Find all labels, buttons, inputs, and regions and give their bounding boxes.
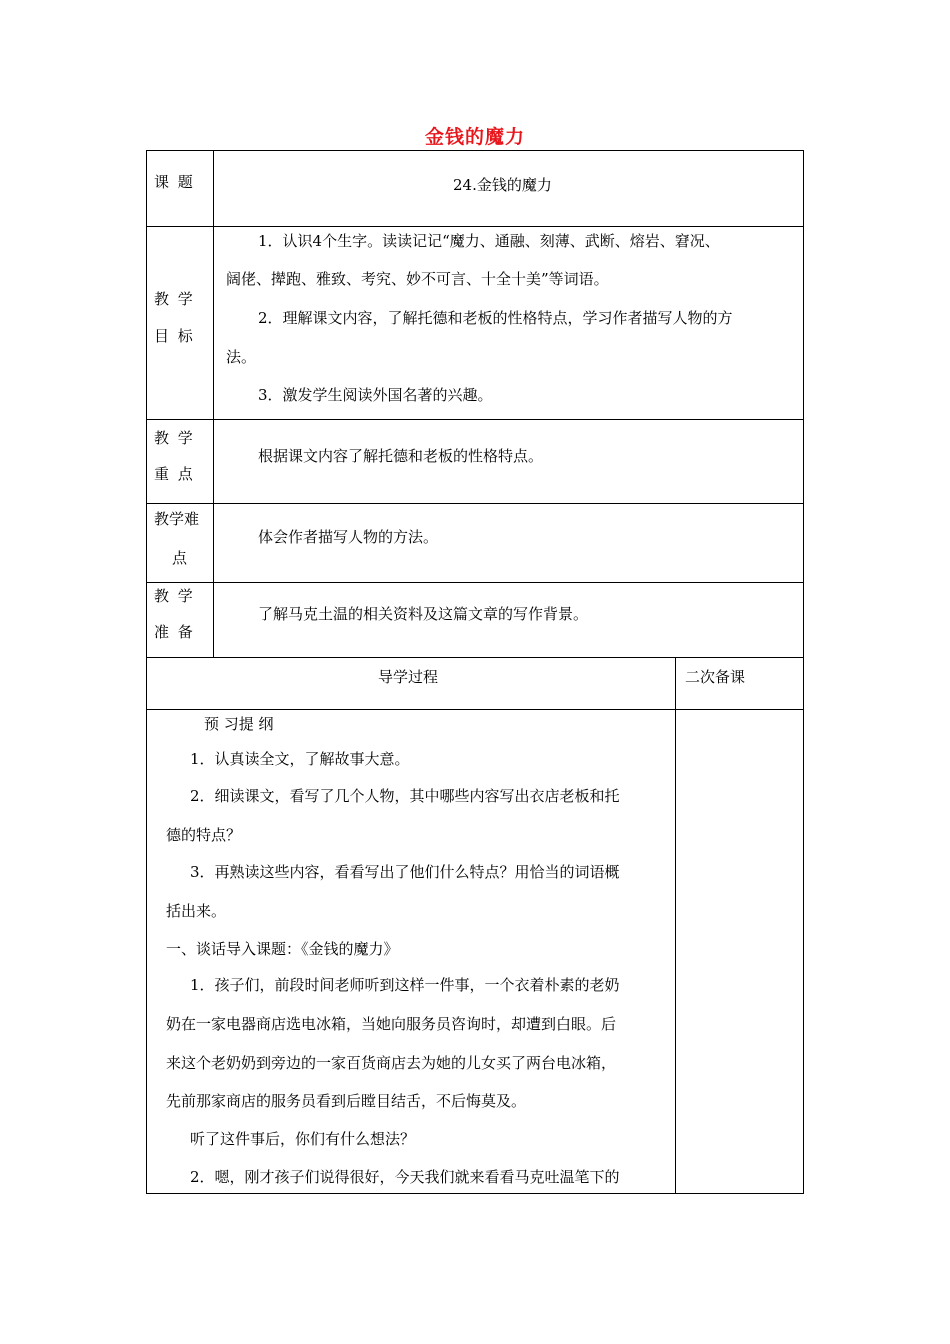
process-line: 括出来。	[166, 902, 227, 920]
difficulties-label-line2: 点	[172, 549, 188, 567]
process-line: 来这个老奶奶到旁边的一家百货商店去为她的儿女买了两台电冰箱，	[166, 1054, 617, 1072]
row-divider	[146, 582, 804, 583]
goals-line: 阔佬、撵跑、雅致、考究、妙不可言、十全十美”等词语。	[226, 270, 609, 288]
process-line: 预 习提 纲	[204, 715, 274, 733]
goals-label-line1: 教 学	[154, 290, 195, 308]
goals-line: 3．激发学生阅读外国名著的兴趣。	[258, 386, 493, 404]
process-line: 1．认真读全文，了解故事大意。	[190, 750, 410, 768]
document-title: 金钱的魔力	[424, 126, 525, 148]
process-line: 2．嗯，刚才孩子们说得很好，今天我们就来看看马克吐温笔下的	[190, 1168, 620, 1186]
row-divider	[146, 226, 804, 227]
lesson-plan-table	[146, 150, 804, 1194]
key-points-text: 根据课文内容了解托德和老板的性格特点。	[258, 447, 544, 465]
process-line: 3．再熟读这些内容，看看写出了他们什么特点？用恰当的词语概	[190, 863, 620, 881]
goals-line: 1．认识4个生字。读读记记“魔力、通融、刻薄、武断、熔岩、窘况、	[258, 232, 720, 250]
preparation-text: 了解马克土温的相关资料及这篇文章的写作背景。	[258, 605, 589, 623]
process-line: 2．细读课文，看写了几个人物，其中哪些内容写出衣店老板和托	[190, 787, 620, 805]
process-line: 一、谈话导入课题：《金钱的魔力》	[166, 940, 399, 958]
row-divider	[146, 709, 804, 710]
topic-label: 课 题	[154, 173, 195, 191]
table-border-bottom	[146, 1193, 804, 1194]
table-border-right	[803, 150, 804, 1194]
second-prep-header: 二次备课	[685, 668, 746, 686]
process-line: 1．孩子们，前段时间老师听到这样一件事，一个衣着朴素的老奶	[190, 976, 620, 994]
process-line: 听了这件事后，你们有什么想法？	[190, 1130, 416, 1148]
row-divider	[146, 419, 804, 420]
key-points-label-line1: 教 学	[154, 429, 195, 447]
process-line: 奶在一家电器商店选电冰箱，当她向服务员咨询时，却遭到白眼。后	[166, 1015, 617, 1033]
process-line: 德的特点？	[166, 826, 242, 844]
goals-line: 法。	[226, 348, 257, 366]
process-line: 先前那家商店的服务员看到后瞠目结舌，不后悔莫及。	[166, 1092, 527, 1110]
difficulties-text: 体会作者描写人物的方法。	[258, 528, 439, 546]
side-column-divider	[675, 657, 676, 1194]
row-divider	[146, 657, 804, 658]
process-header: 导学过程	[378, 668, 439, 686]
preparation-label-line2: 准 备	[154, 623, 195, 641]
label-column-divider	[213, 150, 214, 657]
topic-value: 24.金钱的魔力	[453, 176, 552, 194]
row-divider	[146, 503, 804, 504]
difficulties-label-line1: 教学难	[154, 510, 200, 528]
goals-line: 2．理解课文内容，了解托德和老板的性格特点，学习作者描写人物的方	[258, 309, 733, 327]
preparation-label-line1: 教 学	[154, 587, 195, 605]
table-border-left	[146, 150, 147, 1194]
table-border-top	[146, 150, 804, 151]
goals-label-line2: 目 标	[154, 327, 195, 345]
key-points-label-line2: 重 点	[154, 465, 195, 483]
